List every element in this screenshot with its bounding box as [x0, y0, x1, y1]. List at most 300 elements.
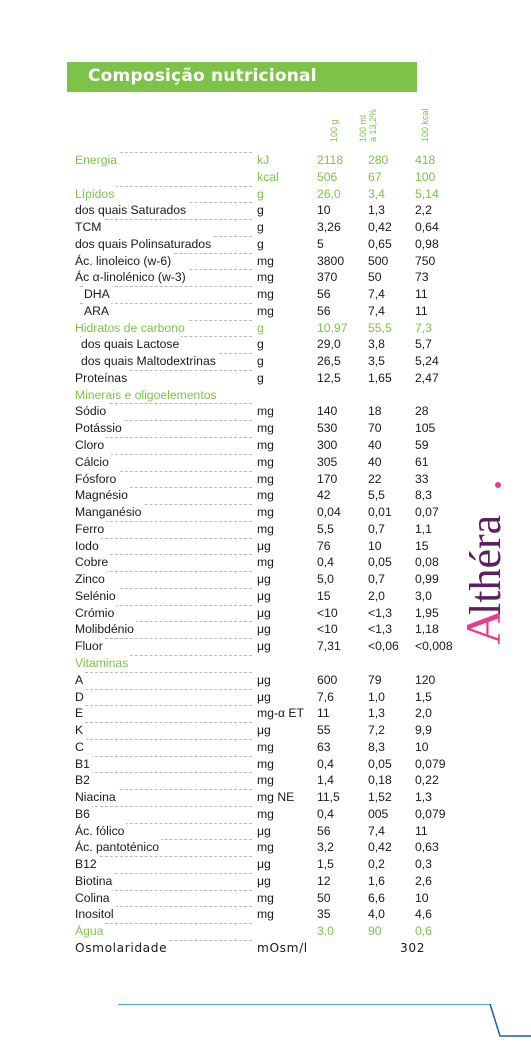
cell-v1: 76 [317, 538, 331, 553]
leader-dashes [80, 672, 252, 673]
cell-label: Osmolaridade [75, 940, 168, 955]
cell-v2: 0,7 [368, 572, 385, 587]
cell-unit: mg [257, 421, 274, 436]
leader-dashes [80, 705, 252, 706]
cell-label: Fósforo [75, 471, 117, 486]
table-row [0, 471, 480, 488]
cell-v3: 105 [415, 421, 436, 436]
cell-v1: 2118 [317, 153, 344, 167]
cell-v2: 0,42 [368, 220, 392, 235]
table-row [0, 186, 480, 203]
cell-v1: 10,97 [317, 320, 348, 335]
table-row [0, 605, 480, 622]
cell-unit: mg [257, 488, 274, 503]
cell-v3: 0,63 [415, 840, 439, 855]
cell-unit: μg [257, 689, 271, 704]
cell-label: Lípidos [75, 186, 115, 201]
cell-label: Zinco [75, 572, 105, 587]
cell-unit: μg [257, 588, 271, 603]
table-row [0, 538, 480, 555]
table-row [0, 303, 480, 320]
cell-label: Ác. fólico [75, 823, 125, 838]
cell-v2: 500 [368, 253, 389, 268]
cell-unit: g [257, 354, 264, 369]
cell-unit: g [257, 203, 264, 218]
cell-v1: 370 [317, 270, 338, 285]
logo-dot [495, 482, 501, 488]
cell-unit: mg [257, 521, 274, 536]
table-row [0, 756, 480, 773]
cell-v3: 33 [415, 471, 429, 486]
cell-v1: 1,4 [317, 773, 334, 788]
table-row [0, 420, 480, 437]
cell-unit: mg [257, 773, 274, 788]
cell-v2: 1,65 [368, 370, 392, 385]
table-row [0, 705, 480, 722]
cell-label: Magnésio [75, 488, 128, 503]
cell-label: Iodo [75, 538, 99, 553]
cell-v1: 63 [317, 739, 331, 754]
column-header-100kcal: 100 kcal [420, 108, 430, 142]
cell-v2: 40 [368, 454, 382, 469]
cell-label: Vitaminas [75, 655, 129, 670]
cell-label: Cloro [75, 438, 105, 453]
cell-label: Sódio [75, 404, 107, 419]
cell-unit: mg [257, 907, 274, 922]
cell-v1: 300 [317, 438, 338, 453]
cell-v3: 0,079 [415, 756, 446, 771]
cell-v1: <10 [317, 622, 338, 637]
cell-unit: mg [257, 471, 274, 486]
cell-v1: 56 [317, 303, 331, 318]
cell-v3: 4,6 [415, 907, 432, 922]
cell-v2: 1,3 [368, 203, 385, 218]
cell-v2: 1,3 [368, 706, 385, 721]
cell-v1: 0,4 [317, 555, 334, 570]
cell-v2: 67 [368, 169, 382, 184]
cell-v1: 12 [317, 873, 331, 888]
cell-unit: mg [257, 454, 274, 469]
cell-unit: mg-α ET [257, 706, 304, 721]
cell-label: Fluor [75, 639, 103, 654]
cell-v2: 10 [368, 538, 382, 553]
cell-v1: 506 [317, 169, 338, 184]
cell-unit: mg [257, 505, 274, 520]
cell-v2: 1,0 [368, 689, 385, 704]
cell-v1: <10 [317, 605, 338, 620]
table-row [0, 823, 480, 840]
cell-label: Proteínas [75, 370, 128, 385]
cell-v2: 7,4 [368, 823, 385, 838]
cell-unit: μg [257, 857, 271, 872]
cell-v1: 26,0 [317, 186, 341, 201]
cell-v1: 3,2 [317, 840, 334, 855]
leader-dashes [80, 739, 252, 740]
cell-v2: 0,2 [368, 857, 385, 872]
cell-v1: 530 [317, 421, 338, 436]
cell-label: DHA [84, 287, 110, 302]
cell-v1: 5 [317, 236, 324, 251]
cell-v3: 0,22 [415, 773, 439, 788]
cell-v1: 0,04 [317, 505, 341, 520]
table-row [0, 387, 480, 404]
cell-unit: μg [257, 538, 271, 553]
cell-unit: mg [257, 555, 274, 570]
column-header-line: 100 ml [358, 114, 368, 142]
cell-unit: mg [257, 287, 274, 302]
cell-label: D [75, 689, 84, 704]
cell-v1: 0,4 [317, 756, 334, 771]
table-row [0, 269, 480, 286]
cell-v1: 170 [317, 471, 338, 486]
cell-v2: 2,0 [368, 588, 385, 603]
cell-v2: 90 [368, 924, 382, 939]
cell-v3: 0,64 [415, 220, 439, 235]
cell-unit: mg [257, 756, 274, 771]
cell-v1: 56 [317, 287, 331, 302]
cell-v1: 140 [317, 404, 338, 419]
table-row [0, 588, 480, 605]
table-row [0, 504, 480, 521]
cell-unit: mg [257, 270, 274, 285]
table-row [0, 336, 480, 353]
cell-label: Ác α-linolénico (w-3) [75, 270, 186, 285]
cell-label: Molibdénio [75, 622, 134, 637]
cell-v2: 3,8 [368, 337, 385, 352]
cell-v3: 100 [415, 169, 436, 184]
cell-label: Ác. pantoténico [75, 840, 160, 855]
cell-label: Manganésio [75, 505, 142, 520]
althera-logo [448, 480, 518, 650]
cell-v3: 11 [415, 823, 428, 838]
cell-label: Hidratos de carbono [75, 320, 185, 335]
logo-rest: lthéra [461, 514, 510, 615]
cell-unit: kJ [257, 153, 270, 167]
cell-v3: 2,2 [415, 203, 432, 218]
cell-v3: 73 [415, 270, 429, 285]
cell-v2: 18 [368, 404, 382, 419]
table-row [0, 621, 480, 638]
cell-v1: 42 [317, 488, 331, 503]
cell-label: A [75, 672, 84, 687]
cell-v3: 1,5 [415, 689, 432, 704]
cell-unit: μg [257, 672, 271, 687]
title-banner [67, 62, 417, 92]
cell-v2: 3,4 [368, 186, 385, 201]
column-header-100ml [358, 98, 412, 142]
cell-v3: 9,9 [415, 723, 432, 738]
cell-v1: 3,0 [317, 924, 334, 939]
cell-v3: 2,6 [415, 873, 432, 888]
cell-v3: 0,6 [415, 924, 432, 939]
cell-unit: μg [257, 572, 271, 587]
table-row [0, 554, 480, 571]
leader-dashes [80, 689, 252, 690]
cell-label: Inositol [75, 907, 114, 922]
cell-label: Energia [75, 153, 118, 167]
cell-label: B2 [75, 773, 90, 788]
table-row [0, 906, 480, 923]
leader-dashes [80, 856, 252, 857]
cell-v1: 7,31 [317, 639, 341, 654]
cell-v3: 2,47 [415, 370, 439, 385]
cell-v3: 5,14 [415, 186, 439, 201]
cell-v1: 1,5 [317, 857, 334, 872]
logo-a: A [455, 608, 511, 645]
cell-v2: 0,18 [368, 773, 392, 788]
table-row [0, 839, 480, 856]
cell-v2: 0,42 [368, 840, 392, 855]
cell-unit: μg [257, 823, 271, 838]
cell-v3: 7,3 [415, 320, 432, 335]
cell-v1: 5,5 [317, 521, 334, 536]
cell-v1: 3,26 [317, 220, 341, 235]
cell-v1: 7,6 [317, 689, 334, 704]
cell-label: Ác. linoleico (w-6) [75, 253, 172, 268]
cell-unit: mg [257, 890, 274, 905]
cell-unit: mOsm/l [257, 940, 308, 955]
cell-v2: 22 [368, 471, 382, 486]
cell-v2: 280 [368, 153, 389, 167]
cell-label: Minerais e oligoelementos [75, 387, 217, 402]
leader-dashes [80, 756, 252, 757]
cell-v1: 29,0 [317, 337, 341, 352]
table-row [0, 873, 480, 890]
cell-v1: 11,5 [317, 790, 340, 805]
cell-v2: 5,5 [368, 488, 385, 503]
cell-label: B12 [75, 857, 97, 872]
table-row [0, 219, 480, 236]
cell-unit: μg [257, 873, 271, 888]
table-row [0, 638, 480, 655]
table-row [0, 923, 480, 940]
table-row [0, 672, 480, 689]
cell-label: TCM [75, 220, 102, 235]
cell-v3: 0,08 [415, 555, 439, 570]
cell-unit: μg [257, 622, 271, 637]
table-row [0, 722, 480, 739]
cell-v1: 50 [317, 890, 331, 905]
leader-dashes [80, 638, 252, 639]
leader-dashes [80, 806, 252, 807]
cell-label: Niacina [75, 790, 116, 805]
table-row [0, 253, 480, 270]
cell-label: Cobre [75, 555, 109, 570]
cell-v2: 0,7 [368, 521, 385, 536]
cell-unit: mg [257, 253, 274, 268]
column-header-100g: 100 g [329, 119, 339, 142]
table-row [0, 806, 480, 823]
cell-v3: <0,008 [415, 639, 453, 654]
cell-v2: 005 [368, 806, 389, 821]
cell-unit: mg [257, 303, 274, 318]
cell-v2: 55,5 [368, 320, 392, 335]
cell-v3: 0,07 [415, 505, 439, 520]
column-header-line: a 13,2% [368, 108, 378, 142]
cell-v3: 61 [415, 454, 429, 469]
cell-unit: mg [257, 404, 274, 419]
cell-v3: 0,3 [415, 857, 432, 872]
cell-v2: 6,6 [368, 890, 385, 905]
cell-v3: 10 [415, 739, 429, 754]
cell-v3: 0,99 [415, 572, 439, 587]
cell-unit: g [257, 320, 264, 335]
cell-unit: g [257, 220, 264, 235]
cell-v3: 0,98 [415, 236, 439, 251]
cell-v1: 35 [317, 907, 331, 922]
table-row [0, 403, 480, 420]
footer-line [118, 1004, 490, 1005]
cell-label: B6 [75, 806, 90, 821]
cell-v2: 40 [368, 438, 382, 453]
cell-v2: 1,52 [368, 790, 392, 805]
cell-v3: 1,95 [415, 605, 439, 620]
cell-v2: 8,3 [368, 739, 385, 754]
cell-label: Cálcio [75, 454, 109, 469]
table-row [0, 940, 480, 957]
cell-v2: <1,3 [368, 622, 393, 637]
cell-unit: mg [257, 840, 274, 855]
cell-unit: μg [257, 639, 271, 654]
leader-dashes [80, 722, 252, 723]
cell-unit: μg [257, 723, 271, 738]
cell-label: ARA [84, 303, 110, 318]
cell-v3: 750 [415, 253, 436, 268]
cell-unit: mg [257, 438, 274, 453]
table-row [0, 772, 480, 789]
cell-v3: 15 [415, 538, 429, 553]
cell-v3: 302 [400, 940, 426, 955]
cell-v1: 0,4 [317, 806, 334, 821]
table-row [0, 454, 480, 471]
cell-v1: 600 [317, 672, 338, 687]
cell-v1: 305 [317, 454, 338, 469]
cell-v1: 3800 [317, 253, 345, 268]
cell-v2: <0,06 [368, 639, 399, 654]
table-row [0, 370, 480, 387]
cell-v2: 0,65 [368, 236, 392, 251]
cell-v3: 11 [415, 287, 428, 302]
table-row [0, 152, 480, 169]
cell-v3: 28 [415, 404, 429, 419]
cell-unit: g [257, 370, 264, 385]
cell-label: dos quais Polinsaturados [75, 236, 212, 251]
cell-v2: 3,5 [368, 354, 385, 369]
cell-v1: 15 [317, 588, 331, 603]
cell-label: K [75, 723, 84, 738]
cell-v3: 3,0 [415, 588, 432, 603]
table-row [0, 856, 480, 873]
cell-label: Água [75, 924, 104, 939]
cell-unit: mg [257, 806, 274, 821]
table-row [0, 487, 480, 504]
cell-v3: 5,7 [415, 337, 432, 352]
cell-label: Ferro [75, 521, 105, 536]
cell-v1: 12,5 [317, 370, 341, 385]
cell-v2: 0,05 [368, 555, 392, 570]
cell-v3: 10 [415, 890, 429, 905]
cell-unit: μg [257, 605, 271, 620]
cell-label: Colina [75, 890, 110, 905]
cell-label: Crómio [75, 605, 115, 620]
cell-label: dos quais Saturados [75, 203, 187, 218]
leader-dashes [80, 923, 252, 924]
cell-v2: 50 [368, 270, 382, 285]
table-row [0, 890, 480, 907]
cell-v3: 418 [415, 153, 436, 167]
table-row [0, 571, 480, 588]
table-row [0, 236, 480, 253]
cell-v3: 5,24 [415, 354, 439, 369]
cell-v2: 79 [368, 672, 382, 687]
table-row [0, 286, 480, 303]
table-row [0, 739, 480, 756]
cell-unit: kcal [257, 169, 279, 184]
cell-v2: 7,2 [368, 723, 385, 738]
cell-unit: g [257, 236, 264, 251]
table-row [0, 169, 480, 186]
cell-unit: mg [257, 739, 274, 754]
cell-label: Biotina [75, 873, 113, 888]
cell-unit: mg NE [257, 790, 295, 805]
cell-v3: 1,1 [415, 521, 432, 536]
table-row [0, 353, 480, 370]
cell-v1: 26,5 [317, 354, 341, 369]
cell-label: Potássio [75, 421, 122, 436]
page-title: Composição nutricional [88, 66, 317, 86]
cell-unit: g [257, 186, 264, 201]
leader-dashes [80, 219, 252, 220]
table-row [0, 202, 480, 219]
table-row [0, 789, 480, 806]
table-row [0, 689, 480, 706]
cell-label: B1 [75, 756, 90, 771]
cell-v3: 11 [415, 303, 428, 318]
cell-v2: 70 [368, 421, 382, 436]
table-row [0, 320, 480, 337]
cell-v2: 7,4 [368, 287, 385, 302]
cell-v2: 7,4 [368, 303, 385, 318]
cell-v2: 4,0 [368, 907, 385, 922]
leader-dashes [80, 538, 252, 539]
cell-label: dos quais Lactose [81, 337, 180, 352]
cell-v1: 5,0 [317, 572, 334, 587]
cell-v2: 1,6 [368, 873, 385, 888]
cell-v3: 2,0 [415, 706, 432, 721]
leader-dashes [80, 772, 252, 773]
cell-v3: 1,3 [415, 790, 432, 805]
table-row [0, 655, 480, 672]
cell-v1: 55 [317, 723, 331, 738]
cell-label: E [75, 706, 84, 721]
cell-v1: 10 [317, 203, 331, 218]
cell-v1: 56 [317, 823, 331, 838]
cell-v2: 0,05 [368, 756, 392, 771]
cell-label: C [75, 739, 84, 754]
cell-label: Selénio [75, 588, 116, 603]
table-row [0, 521, 480, 538]
cell-v3: 59 [415, 438, 429, 453]
table-row [0, 437, 480, 454]
footer-corner [486, 1004, 531, 1044]
cell-unit: g [257, 337, 264, 352]
cell-v1: 11 [317, 706, 330, 721]
cell-v2: <1,3 [368, 605, 393, 620]
cell-label: dos quais Maltodextrinas [81, 354, 216, 369]
cell-v3: 8,3 [415, 488, 432, 503]
cell-v2: 0,01 [368, 505, 392, 520]
cell-v3: 120 [415, 672, 436, 687]
